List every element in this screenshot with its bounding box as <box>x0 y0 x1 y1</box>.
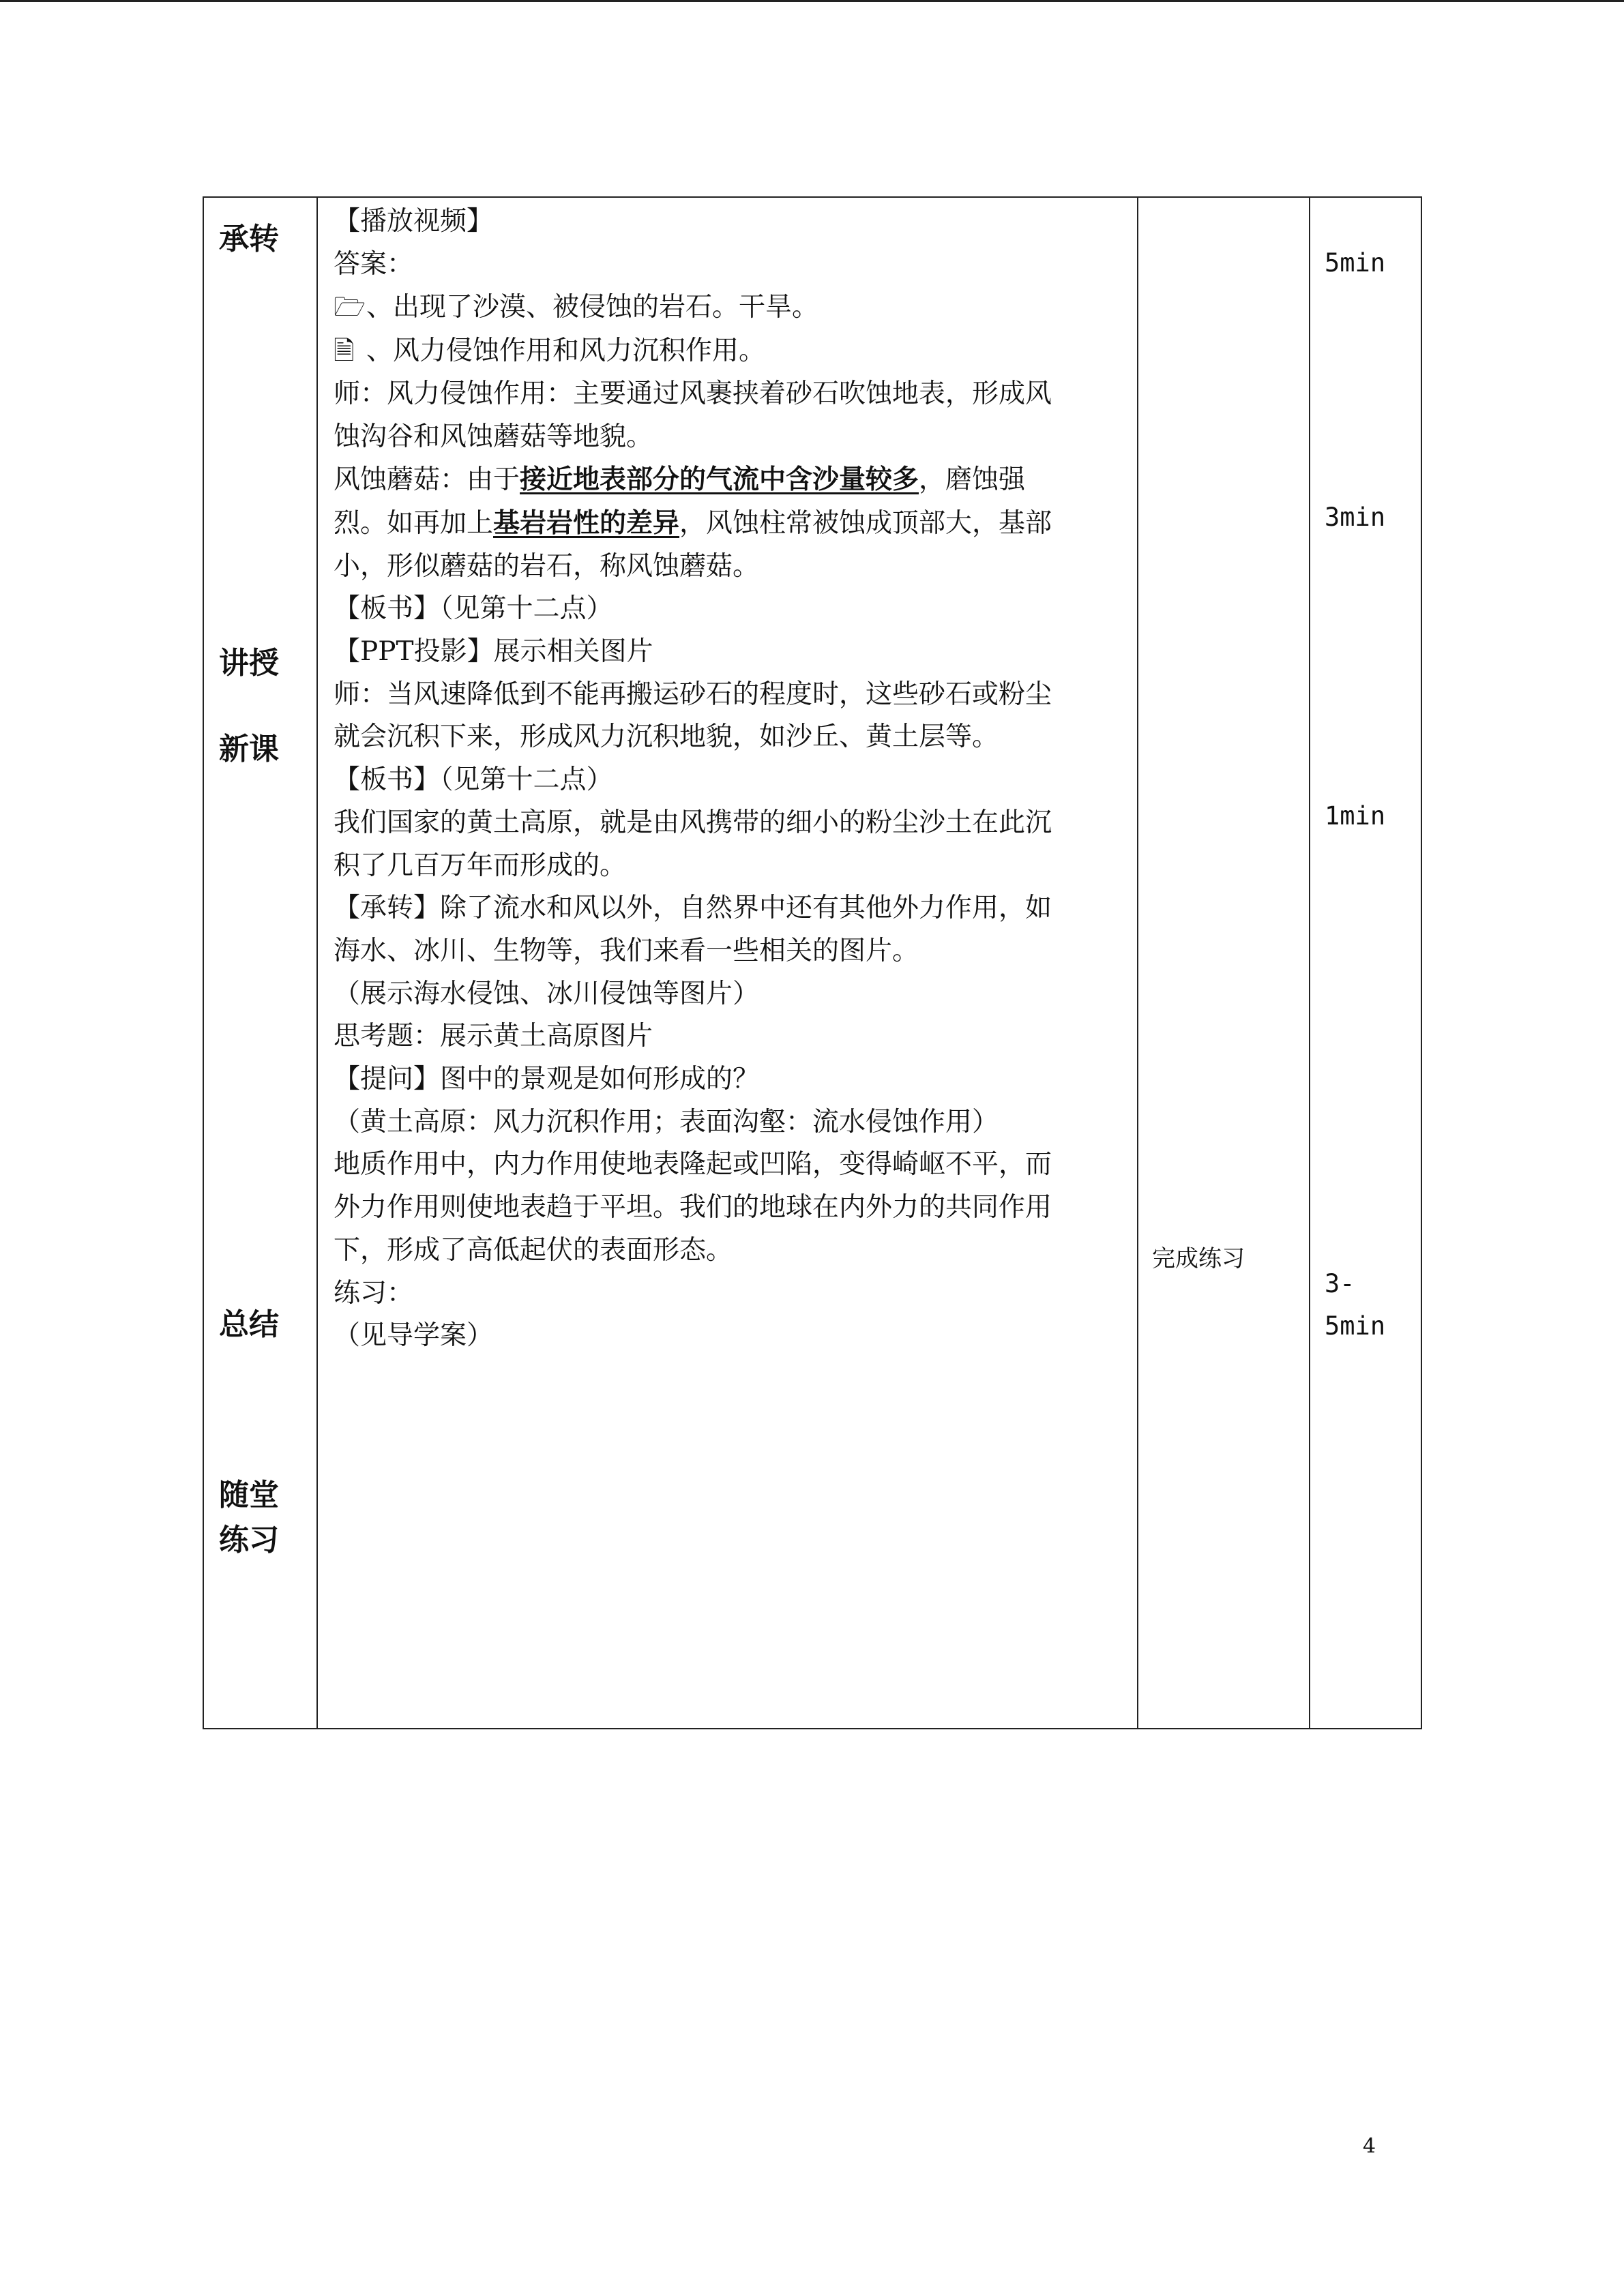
content-line: 练习： <box>334 1277 414 1309</box>
content-line: 师：当风速降低到不能再搬运砂石的程度时，这些砂石或粉尘 <box>334 679 1052 710</box>
content-line: 小，形似蘑菇的岩石，称风蚀蘑菇。 <box>334 550 760 582</box>
content-line: （黄土高原：风力沉积作用；表面沟壑：流水侵蚀作用） <box>334 1106 999 1137</box>
time-allocation: 5min <box>1325 248 1386 278</box>
time-allocation: 3min <box>1325 503 1386 532</box>
content-line: 【PPT投影】展示相关图片 <box>334 636 653 668</box>
content-line: 蚀沟谷和风蚀蘑菇等地貌。 <box>334 421 653 452</box>
lesson-table <box>203 196 1422 1729</box>
content-line: （见导学案） <box>334 1320 494 1352</box>
content-line: 思考题：展示黄土高原图片 <box>334 1021 653 1052</box>
content-line: 下，形成了高低起伏的表面形态。 <box>334 1234 733 1266</box>
top-rule <box>0 0 1624 2</box>
content-line: 地质作用中，内力作用使地表隆起或凹陷，变得崎岖不平，而 <box>334 1149 1052 1180</box>
content-line: 🗁、出现了沙漠、被侵蚀的岩石。干旱。 <box>334 286 1138 329</box>
content-line: 外力作用则使地表趋于平坦。我们的地球在内外力的共同作用 <box>334 1192 1052 1223</box>
content-line: 风蚀蘑菇：由于接近地表部分的气流中含沙量较多，磨蚀强 <box>334 464 1026 496</box>
content-line: 【承转】除了流水和风以外，自然界中还有其他外力作用，如 <box>334 893 1052 924</box>
content-line: （展示海水侵蚀、冰川侵蚀等图片） <box>334 978 760 1009</box>
document-icon: 🗎 <box>334 336 355 366</box>
content-line: 海水、冰川、生物等，我们来看一些相关的图片。 <box>334 935 919 966</box>
student-activity: 完成练习 <box>1152 1245 1245 1272</box>
time-allocation: 5min <box>1325 1311 1386 1341</box>
content-line: 【播放视频】 <box>334 206 494 237</box>
content-line: 我们国家的黄土高原，就是由风携带的细小的粉尘沙土在此沉 <box>334 807 1052 838</box>
content-line: 师：风力侵蚀作用：主要通过风裹挟着砂石吹蚀地表，形成风 <box>334 378 1052 409</box>
underlined-phrase: 接近地表部分的气流中含沙量较多 <box>520 464 919 496</box>
stage-lecture-2: 新课 <box>219 732 279 766</box>
time-allocation: 1min <box>1325 801 1386 831</box>
column-divider <box>316 198 318 1728</box>
content-line: 积了几百万年而形成的。 <box>334 850 627 881</box>
page-number: 4 <box>1363 2134 1376 2158</box>
teaching-content <box>334 200 1138 1358</box>
content-line: 【板书】（见第十二点） <box>334 593 613 625</box>
stage-transition: 承转 <box>219 222 279 256</box>
folder-icon: 🗁 <box>334 292 366 323</box>
content-line: 就会沉积下来，形成风力沉积地貌，如沙丘、黄土层等。 <box>334 721 999 753</box>
content-line: 烈。如再加上基岩岩性的差异，风蚀柱常被蚀成顶部大，基部 <box>334 507 1052 539</box>
stage-summary: 总结 <box>219 1307 279 1342</box>
column-divider <box>1309 198 1310 1728</box>
time-allocation: 3- <box>1325 1269 1355 1298</box>
stage-lecture-1: 讲授 <box>219 646 279 681</box>
content-line: 【提问】图中的景观是如何形成的？ <box>334 1064 760 1095</box>
content-line: 答案： <box>334 248 414 280</box>
content-line: 🗎 、风力侵蚀作用和风力沉积作用。 <box>334 329 1138 373</box>
stage-practice: 随堂练习 <box>219 1478 279 1557</box>
content-line: 【板书】（见第十二点） <box>334 764 613 796</box>
underlined-phrase: 基岩岩性的差异 <box>493 507 680 539</box>
